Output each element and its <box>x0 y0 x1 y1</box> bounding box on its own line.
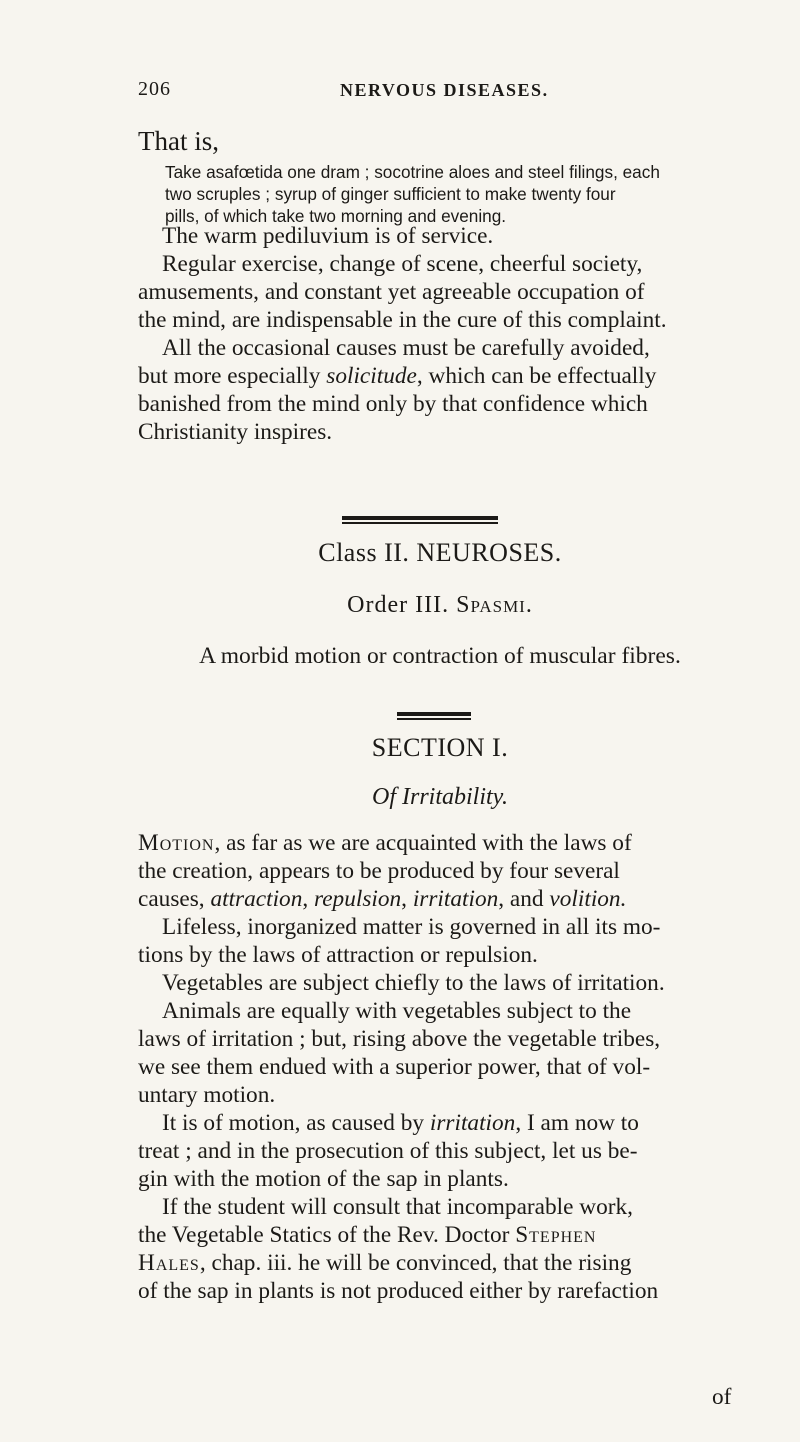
text-line: the creation, appears to be produced by four several <box>138 858 620 884</box>
text-line: All the occasional causes must be carefully avoided, <box>162 335 650 361</box>
text-line <box>138 1109 742 1137</box>
section-divider <box>397 718 471 720</box>
text-line: of the sap in plants is not produced either by rarefaction <box>138 1278 659 1304</box>
text-line <box>138 885 742 913</box>
text-run: It is of motion, as caused by <box>162 1110 430 1136</box>
section-divider <box>342 522 498 524</box>
text-line: laws of irritation ; but, rising above the vegetable tribes, <box>138 1026 661 1052</box>
text-line: banished from the mind only by that confidence which <box>138 391 648 417</box>
recipe-line: two scruples ; syrup of ginger sufficient to make twenty four <box>165 184 616 204</box>
recipe-paragraph <box>165 161 740 227</box>
author-name: Stephen <box>515 1222 597 1248</box>
text-line: Lifeless, inorganized matter is governed in all its mo- <box>162 914 661 940</box>
text-line: Vegetables are subject chiefly to the laws of irritation. <box>162 970 665 996</box>
section-subtitle: Of Irritability. <box>371 784 508 810</box>
text-line: Christianity inspires. <box>138 419 333 445</box>
text-run: the Vegetable Statics of the Rev. Doctor <box>138 1222 516 1248</box>
section-divider <box>397 712 471 716</box>
text-line: Animals are equally with vegetables subject to the <box>162 998 632 1024</box>
italic-term: repulsion <box>314 886 402 912</box>
text-line: untary motion. <box>138 1082 276 1108</box>
text-line <box>138 362 742 390</box>
text-line: The warm pediluvium is of service. <box>162 223 494 249</box>
text-run: but more especially <box>138 363 327 389</box>
text-run: , which can be effectually <box>416 363 657 389</box>
order-name: Spasmi. <box>456 592 533 618</box>
section-divider <box>342 516 498 520</box>
catchword: of <box>712 1384 732 1410</box>
text-line <box>138 1221 742 1249</box>
italic-term: irritation <box>429 1110 516 1136</box>
order-prefix: Order III. <box>347 592 457 618</box>
text-line: we see them endued with a superior power, that of vol- <box>138 1054 651 1080</box>
text-run: , chap. iii. he will be convinced, that the rising <box>199 1250 632 1276</box>
section-heading: SECTION I. <box>371 733 509 762</box>
text-line: Regular exercise, change of scene, cheerful society, <box>162 251 643 277</box>
italic-term: solicitude <box>326 363 417 389</box>
recipe-line: pills, of which take two morning and evening. <box>165 206 507 226</box>
order-heading <box>138 592 742 619</box>
running-title: NERVOUS DISEASES. <box>340 80 549 100</box>
text-run: causes, <box>138 886 211 912</box>
italic-term: attraction <box>210 886 303 912</box>
treatment-paragraph <box>138 222 742 446</box>
text-line: tions by the laws of attraction or repulsion. <box>138 942 538 968</box>
text-run: , I am now to <box>515 1110 639 1136</box>
lead-phrase: That is, <box>138 126 219 156</box>
text-run: , <box>401 886 413 912</box>
text-line: gin with the motion of the sap in plants. <box>138 1166 509 1192</box>
text-run: , as far as we are acquainted with the laws of <box>214 830 632 856</box>
text-line <box>138 1249 742 1277</box>
text-line: If the student will consult that incomparable work, <box>162 1194 633 1220</box>
text-line: amusements, and constant yet agreeable occupation of <box>138 279 645 305</box>
motion-paragraph <box>138 829 742 1305</box>
italic-term: irritation <box>412 886 499 912</box>
recipe-line: Take asafœtida one dram ; socotrine aloes and steel filings, each <box>165 162 660 182</box>
italic-term: volition. <box>549 886 627 912</box>
page-number: 206 <box>138 78 171 100</box>
lead-word: Motion <box>138 830 215 856</box>
text-run: , <box>302 886 315 912</box>
class-heading: Class II. NEUROSES. <box>318 538 562 567</box>
text-line <box>138 829 742 857</box>
text-line: treat ; and in the prosecution of this subject, let us be- <box>138 1138 638 1164</box>
author-name: Hales <box>138 1250 200 1276</box>
text-line: the mind, are indispensable in the cure of this complaint. <box>138 307 667 333</box>
running-header <box>138 78 738 108</box>
text-run: , and <box>498 886 550 912</box>
definition-line: A morbid motion or contraction of muscular fibres. <box>199 643 681 669</box>
